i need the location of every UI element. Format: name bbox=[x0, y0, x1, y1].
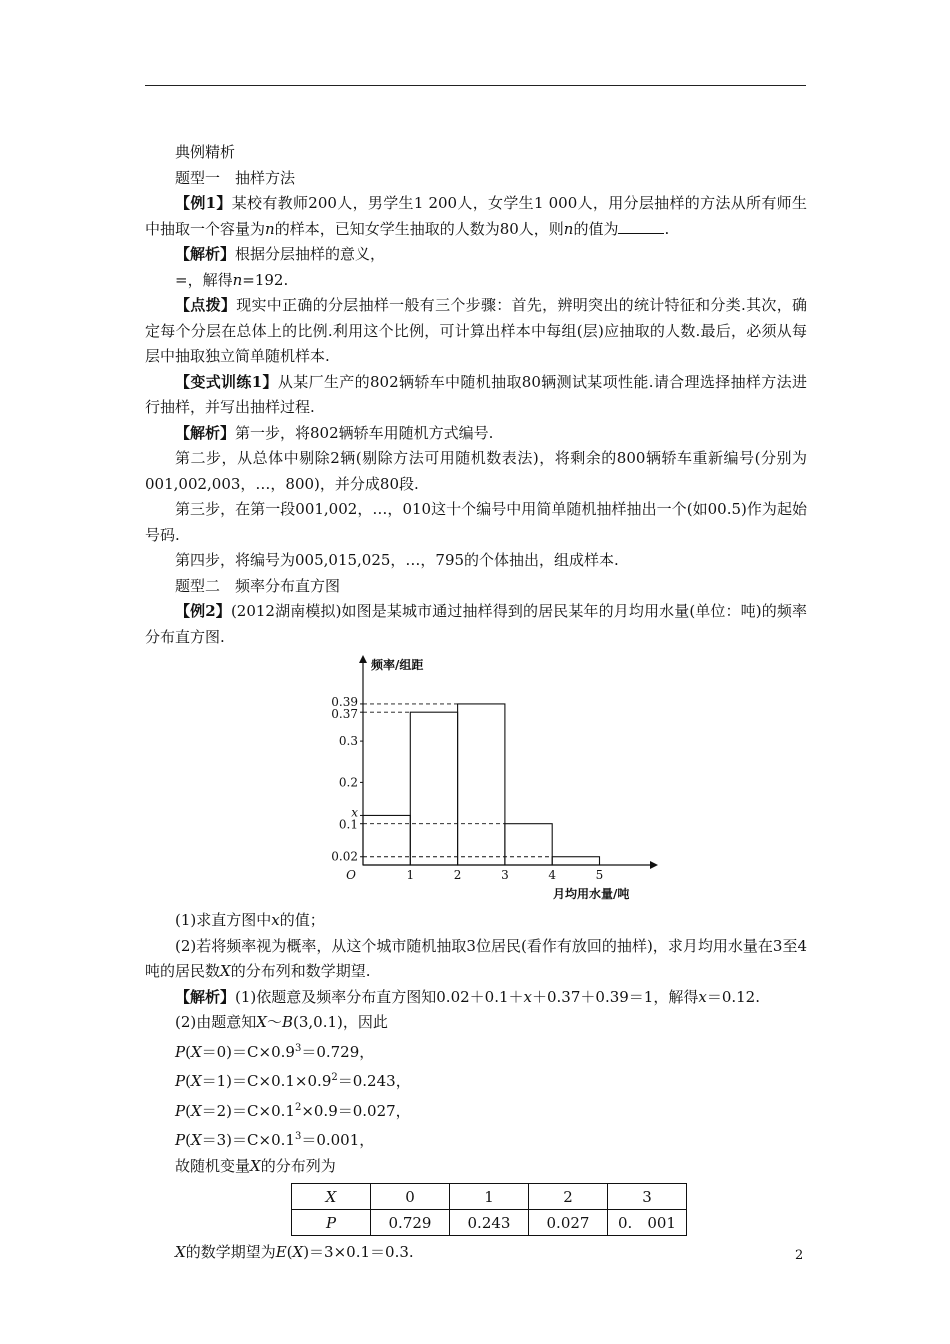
page-number: 2 bbox=[795, 1248, 804, 1263]
exponent: 2 bbox=[294, 1101, 302, 1113]
solution-1-line2 bbox=[145, 268, 807, 294]
table-cell: 0. 001 bbox=[608, 1210, 687, 1236]
text: ～ bbox=[266, 1013, 282, 1031]
text: ( bbox=[185, 1101, 191, 1120]
text: ＝0.001， bbox=[301, 1131, 375, 1149]
text: (1)依题意及频率分布直方图知0.02＋0.1＋ bbox=[235, 987, 524, 1006]
topic-heading-2: 题型二 频率分布直方图 bbox=[175, 576, 341, 595]
text: 的数学期望为 bbox=[185, 1243, 276, 1261]
var-E: E bbox=[275, 1243, 287, 1261]
text: ＝2)＝C×0.1 bbox=[201, 1101, 295, 1120]
table-cell: 0.729 bbox=[371, 1210, 450, 1236]
table-row bbox=[292, 1184, 687, 1210]
text: ＝1)＝C×0.1×0.9 bbox=[201, 1072, 332, 1090]
text: 根据分层抽样的意义， bbox=[235, 245, 386, 263]
x-tick-label: 4 bbox=[548, 868, 557, 882]
table-cell: P bbox=[292, 1210, 371, 1236]
header-rule bbox=[145, 85, 806, 86]
table-cell: 1 bbox=[450, 1184, 529, 1210]
text: (2)由题意知 bbox=[175, 1013, 257, 1031]
x-tick-label: 5 bbox=[595, 868, 604, 882]
solution-2-step4: 第四步，将编号为005,015,025，…，795的个体抽出，组成样本. bbox=[175, 551, 619, 569]
y-tick-label: 0.02 bbox=[331, 849, 358, 864]
y-tick-label: 0.39 bbox=[331, 694, 358, 709]
tip-tag: 【点拨】 bbox=[175, 296, 237, 314]
histogram-figure bbox=[145, 650, 807, 908]
bar-1-2 bbox=[410, 712, 457, 865]
var-B: B bbox=[281, 1013, 293, 1031]
example-1 bbox=[145, 191, 807, 242]
y-tick-label: 0.1 bbox=[338, 817, 358, 832]
variant-training-1 bbox=[145, 370, 807, 421]
var-X: X bbox=[175, 1243, 186, 1261]
var-n: n bbox=[232, 270, 243, 289]
text: ＝0.12. bbox=[706, 987, 760, 1006]
text: =，解得 bbox=[175, 270, 233, 289]
var-P: P bbox=[175, 1042, 186, 1061]
probability-line-3 bbox=[145, 1124, 807, 1154]
var-X: X bbox=[250, 1156, 261, 1175]
var-X: X bbox=[190, 1042, 202, 1061]
var-x: x bbox=[271, 911, 280, 929]
var-X: X bbox=[190, 1072, 202, 1090]
example-2 bbox=[145, 599, 807, 650]
text: ＝0.243， bbox=[337, 1072, 411, 1090]
y-axis-label: 频率/组距 bbox=[371, 658, 424, 672]
y-tick-label: 0.2 bbox=[338, 775, 358, 790]
var-P: P bbox=[175, 1101, 186, 1120]
text: ＋0.37＋0.39＝1，解得 bbox=[532, 987, 699, 1006]
probability-line-1 bbox=[145, 1065, 807, 1095]
y-tick-label: 0.37 bbox=[331, 707, 358, 722]
text: ＝0.729， bbox=[301, 1042, 375, 1061]
table-cell: 0 bbox=[371, 1184, 450, 1210]
text: 的分布列和数学期望. bbox=[230, 962, 371, 980]
x-axis-arrow bbox=[650, 861, 658, 869]
text: =192. bbox=[242, 270, 289, 289]
solution-3-line2 bbox=[145, 1010, 807, 1036]
bar-0-1 bbox=[363, 815, 410, 865]
var-X: X bbox=[190, 1101, 202, 1120]
text: 现实中正确的分层抽样一般有三个步骤：首先，辨明突出的统计特征和分类.其次，确定每个分层在总体上的比例.利用这个比例，可计算出样本中每组(层)应抽取的人数.最后，必须从每层中抽取独立简单随机样本. bbox=[145, 296, 807, 365]
document-body bbox=[145, 140, 807, 1266]
text: 从某厂生产的802辆轿车中随机抽取80辆测试某项性能.请合理选择抽样方法进行抽样，并写出抽样过程. bbox=[145, 372, 807, 416]
question-2 bbox=[145, 934, 807, 985]
solution-2-step3: 第三步，在第一段001,002，…，010这十个编号中用简单随机抽样抽出一个(如00.5)作为起始号码. bbox=[145, 500, 807, 544]
var-X: X bbox=[190, 1131, 202, 1149]
var-P: P bbox=[175, 1072, 186, 1090]
distribution-intro bbox=[145, 1154, 807, 1180]
text: ( bbox=[185, 1042, 191, 1061]
probability-line-2 bbox=[145, 1095, 807, 1125]
table-cell: 3 bbox=[608, 1184, 687, 1210]
var-n: n bbox=[563, 219, 574, 238]
example-tag: 【例1】 bbox=[175, 194, 232, 212]
text: 的分布列为 bbox=[260, 1156, 336, 1175]
y-tick-label: 0.3 bbox=[338, 734, 358, 749]
example-tag: 【例2】 bbox=[175, 602, 231, 620]
bar-2-3 bbox=[458, 704, 505, 865]
var-X: X bbox=[220, 962, 231, 980]
text: 第一步，将802辆轿车用随机方式编号. bbox=[235, 423, 494, 442]
text: 的值； bbox=[279, 911, 325, 929]
text: ＝3)＝C×0.1 bbox=[201, 1131, 295, 1149]
distribution-table bbox=[291, 1183, 687, 1236]
histogram-chart bbox=[325, 653, 665, 903]
solution-2 bbox=[145, 421, 807, 447]
answer-blank bbox=[618, 219, 664, 234]
exponent: 3 bbox=[294, 1042, 302, 1054]
exponent: 3 bbox=[294, 1131, 302, 1142]
text: (3,0.1)，因此 bbox=[292, 1013, 388, 1031]
text: 故随机变量 bbox=[175, 1156, 251, 1175]
table-cell: 2 bbox=[529, 1184, 608, 1210]
table-cell: 0.027 bbox=[529, 1210, 608, 1236]
text: 的样本，已知女学生抽取的人数为80人，则 bbox=[274, 219, 564, 238]
var-x: x bbox=[523, 987, 532, 1006]
text: 某校有教师200人，男学生1 200人，女学生1 000人，用分层抽样的方法从所有师生中抽取一个容量为 bbox=[145, 194, 808, 238]
y-tick-label: x bbox=[351, 805, 358, 820]
var-P: P bbox=[175, 1131, 186, 1149]
text: ( bbox=[185, 1072, 191, 1090]
tip bbox=[145, 293, 807, 370]
x-axis-label: 月均用水量/吨 bbox=[553, 887, 630, 901]
solution-tag: 【解析】 bbox=[175, 423, 236, 442]
x-tick-label: 3 bbox=[501, 868, 509, 882]
text: (1)求直方图中 bbox=[175, 911, 272, 929]
probability-lines bbox=[145, 1036, 807, 1154]
solution-tag: 【解析】 bbox=[175, 245, 236, 263]
var-X: X bbox=[256, 1013, 267, 1031]
section-title: 典例精析 bbox=[175, 143, 236, 161]
solution-1 bbox=[145, 242, 807, 268]
text: ＝0)＝C×0.9 bbox=[201, 1042, 295, 1061]
y-axis-arrow bbox=[359, 655, 367, 663]
text: . bbox=[664, 219, 670, 238]
question-1 bbox=[145, 908, 807, 934]
solution-2-step2: 第二步，从总体中剔除2辆(剔除方法可用随机数表法)，将剩余的800辆轿车重新编号(分别为001,002,003，…，800)，并分成80段. bbox=[145, 449, 807, 493]
bar-4-5 bbox=[552, 857, 599, 865]
x-tick-label: 2 bbox=[453, 868, 462, 882]
table-cell: 0.243 bbox=[450, 1210, 529, 1236]
text: ( bbox=[185, 1131, 191, 1149]
origin-label: O bbox=[346, 868, 356, 882]
exponent: 2 bbox=[331, 1072, 338, 1083]
table-row bbox=[292, 1210, 687, 1236]
solution-3 bbox=[145, 985, 807, 1011]
table-cell: X bbox=[292, 1184, 371, 1210]
text: 的值为 bbox=[573, 219, 619, 238]
text: (2)若将频率视为概率，从这个城市随机抽取3位居民(看作有放回的抽样)，求月均用水量在3至4吨的居民数 bbox=[145, 936, 807, 980]
text: )＝3×0.1＝0.3. bbox=[303, 1243, 414, 1261]
probability-line-0 bbox=[145, 1036, 807, 1066]
topic-heading-1: 题型一 抽样方法 bbox=[175, 168, 296, 187]
solution-tag: 【解析】 bbox=[175, 987, 236, 1006]
text: ( bbox=[286, 1243, 293, 1261]
expectation bbox=[145, 1240, 807, 1266]
bar-3-4 bbox=[505, 824, 552, 865]
text: (2012湖南模拟)如图是某城市通过抽样得到的居民某年的月均用水量(单位：吨)的频率分布直方图. bbox=[145, 602, 808, 646]
var-x: x bbox=[698, 987, 707, 1006]
var-n: n bbox=[265, 219, 275, 238]
x-tick-label: 1 bbox=[406, 868, 415, 882]
variant-tag: 【变式训练1】 bbox=[175, 372, 278, 391]
var-X: X bbox=[292, 1243, 304, 1261]
text: ×0.9＝0.027， bbox=[301, 1101, 411, 1120]
